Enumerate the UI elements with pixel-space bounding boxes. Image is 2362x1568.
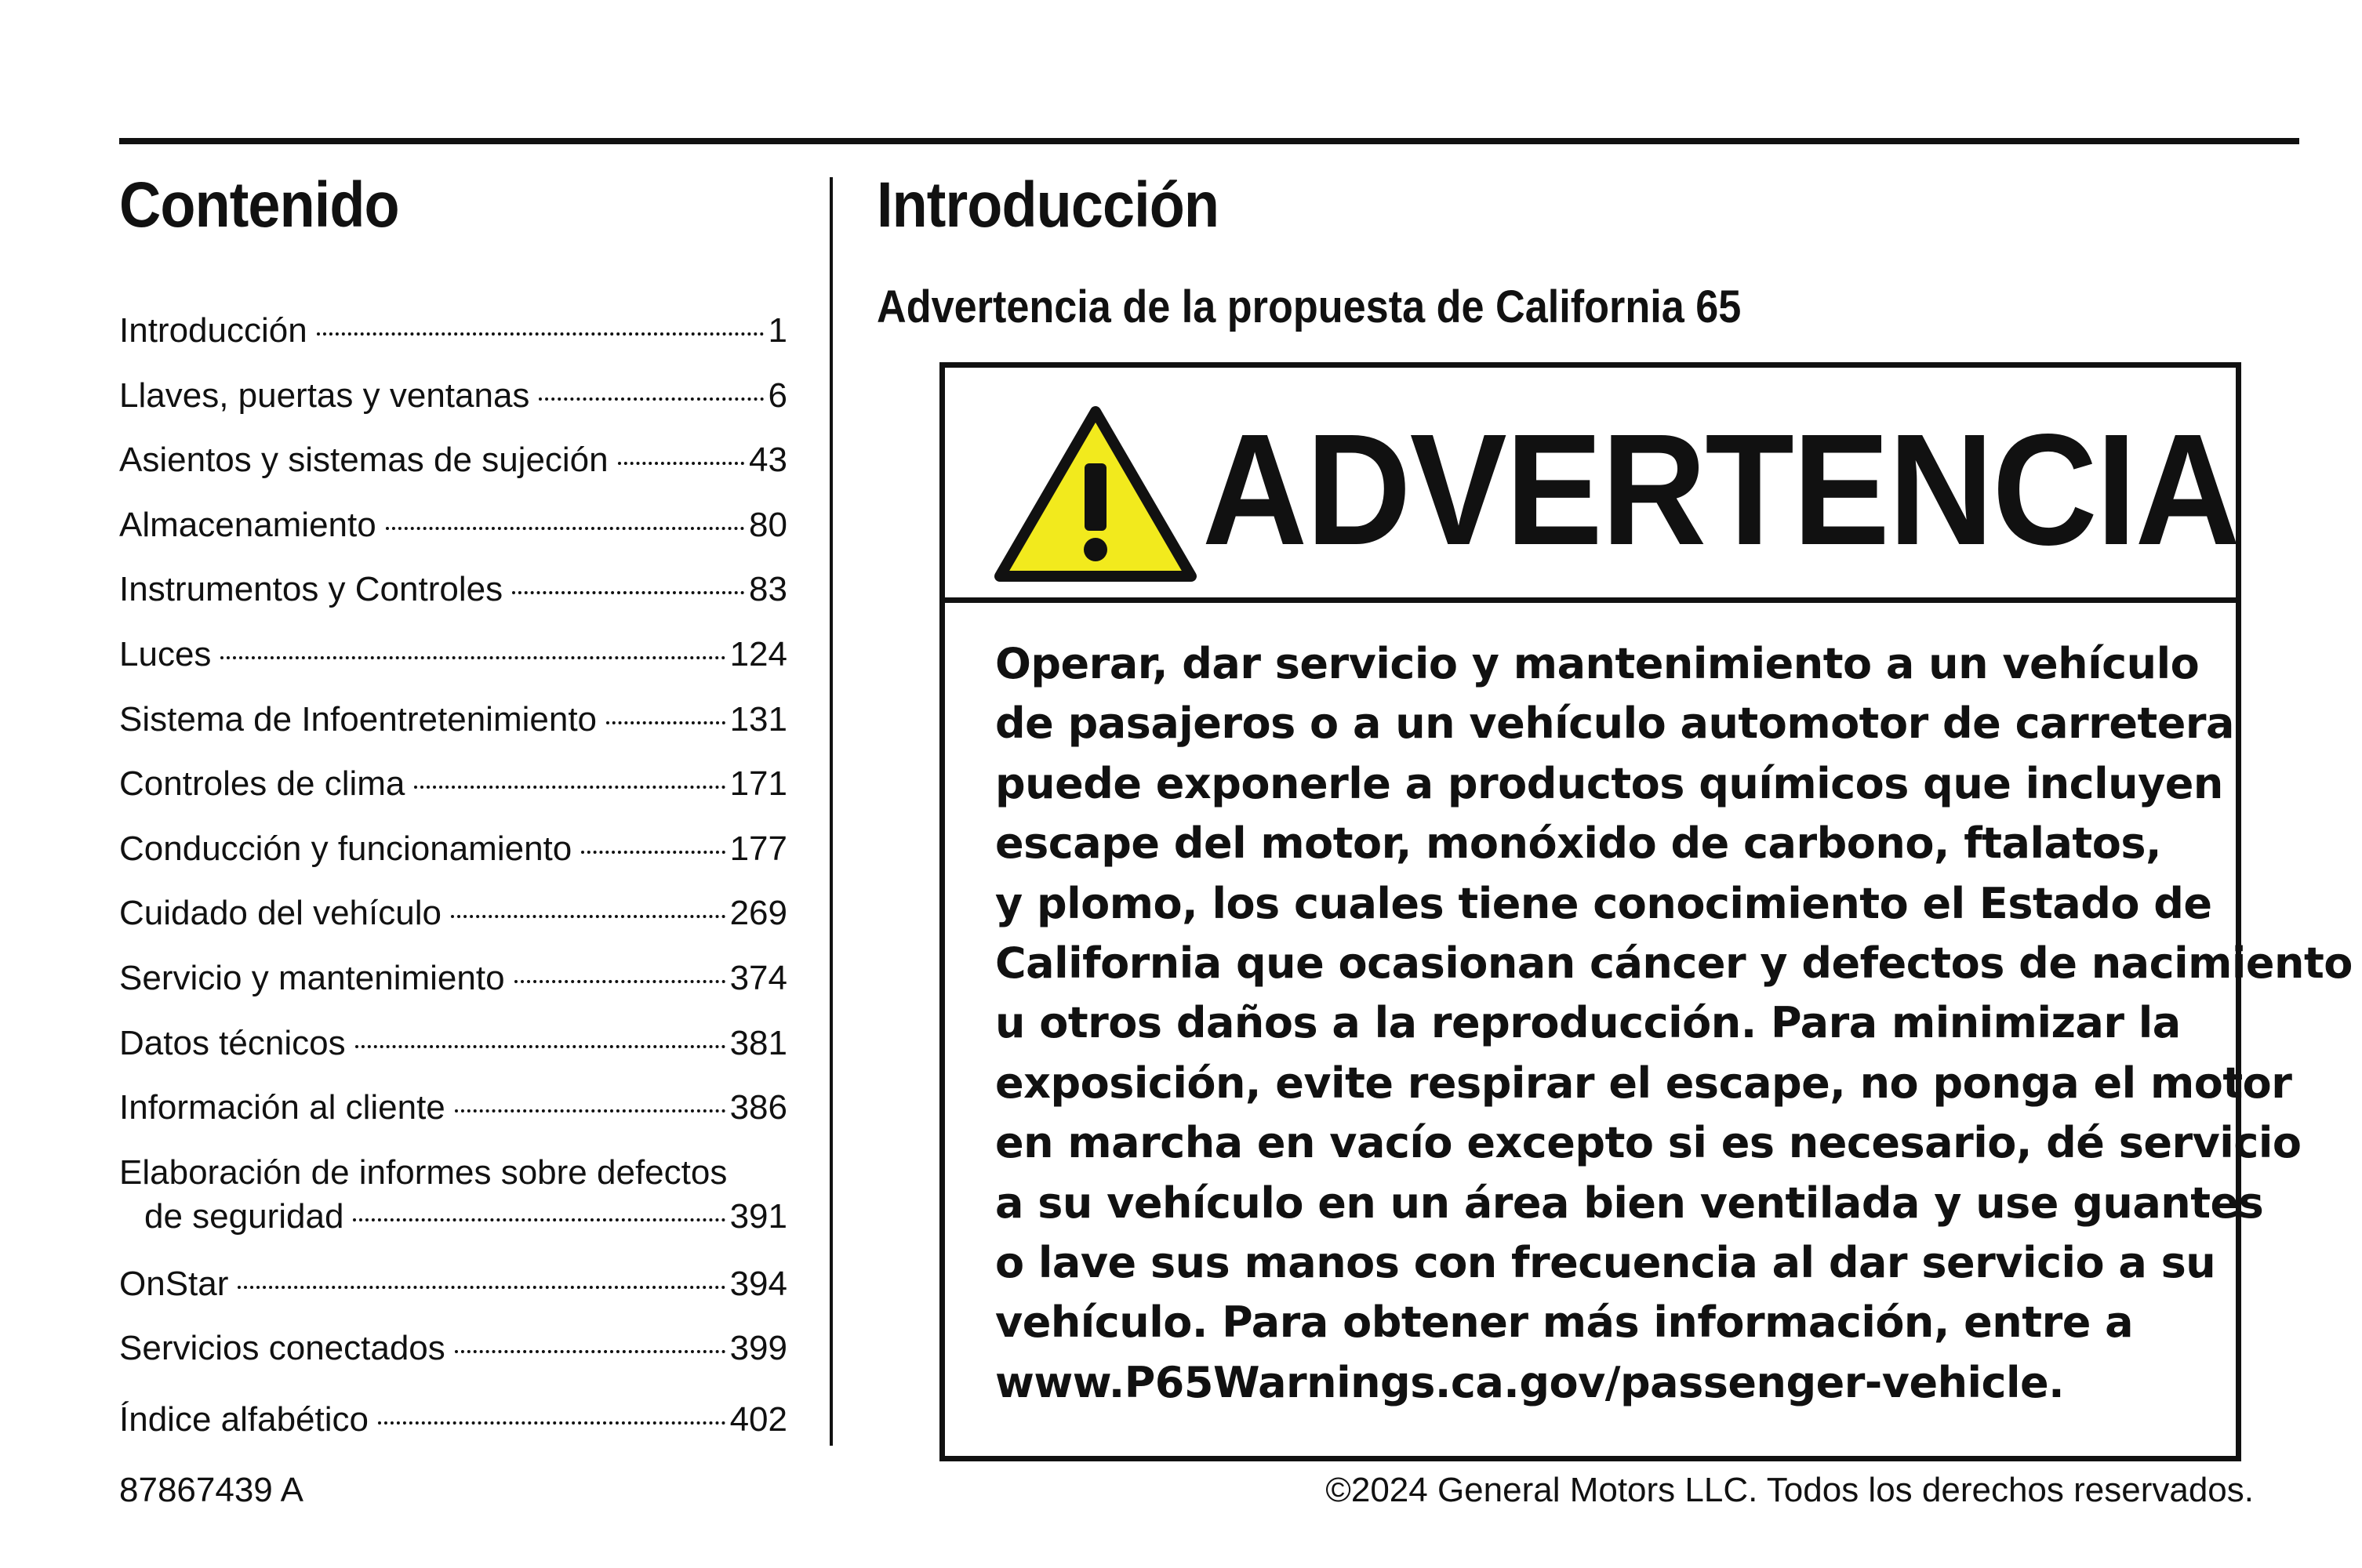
contents-heading: Contenido: [119, 169, 399, 241]
toc-entry-title: Información al cliente: [119, 1088, 445, 1127]
toc-entry-title: Datos técnicos: [119, 1023, 346, 1062]
toc-entry-page: 374: [729, 958, 787, 997]
toc-entry[interactable]: [119, 503, 787, 568]
toc-entry-page: 177: [729, 829, 787, 868]
toc-entry-title: Asientos y sistemas de sujeción: [119, 441, 609, 480]
warning-text: [995, 634, 2353, 1413]
toc-entry-page: 394: [729, 1264, 787, 1303]
toc-entry-title: Instrumentos y Controles: [119, 570, 503, 609]
toc-entry-page: 131: [729, 699, 787, 739]
toc-entry-title-continued: de seguridad: [144, 1196, 344, 1236]
warning-box: [939, 362, 2353, 1461]
toc-entry-page: 43: [749, 441, 787, 480]
toc-entry-title: Controles de clima: [119, 764, 405, 804]
toc-entry-continuation: [119, 1195, 787, 1239]
toc-entry-page: 402: [729, 1399, 787, 1439]
toc-leader: [355, 1045, 725, 1048]
copyright-notice: ©2024 General Motors LLC. Todos los derechos reservados.: [1325, 1471, 2254, 1509]
toc-leader: [512, 591, 744, 594]
toc-leader: [514, 980, 725, 983]
warning-line: de pasajeros o a un vehículo automotor de carretera: [995, 699, 2234, 749]
toc-entry-title: Almacenamiento: [119, 505, 376, 544]
toc-entry[interactable]: [119, 438, 787, 503]
toc-entry[interactable]: [119, 956, 787, 1022]
toc-entry[interactable]: [119, 827, 787, 892]
toc-leader: [386, 527, 744, 530]
toc-leader: [455, 1109, 725, 1112]
toc-leader: [606, 721, 725, 724]
prop65-subheading: Advertencia de la propuesta de California 65: [877, 281, 1742, 332]
warning-line: California que ocasionan cáncer y defectos de nacimiento: [995, 938, 2353, 989]
toc-entry-page: 386: [729, 1088, 787, 1127]
toc-entry-title: Índice alfabético: [119, 1399, 369, 1439]
warning-header: [945, 368, 2240, 603]
toc-entry-page: 399: [729, 1329, 787, 1368]
part-number: 87867439 A: [119, 1471, 303, 1509]
toc-leader: [238, 1286, 725, 1289]
toc-entry-title: Introducción: [119, 311, 307, 350]
warning-line: escape del motor, monóxido de carbono, ftalatos,: [995, 818, 2161, 869]
toc-entry-title: Llaves, puertas y ventanas: [119, 376, 530, 415]
warning-triangle-icon: [992, 404, 1199, 586]
toc-entry[interactable]: [119, 633, 787, 698]
toc-leader: [455, 1350, 725, 1353]
toc-entry[interactable]: [119, 698, 787, 763]
toc-entry[interactable]: [119, 309, 787, 374]
toc-leader: [220, 656, 725, 659]
warning-line: u otros daños a la reproducción. Para minimizar la: [995, 998, 2181, 1048]
warning-url-line[interactable]: www.P65Warnings.ca.gov/passenger-vehicle.: [995, 1357, 2065, 1407]
warning-line: vehículo. Para obtener más información, entre a: [995, 1298, 2134, 1348]
toc-entry-title: OnStar: [119, 1264, 229, 1303]
warning-line: puede exponerle a productos químicos que incluyen: [995, 758, 2223, 808]
toc-entry-page: 80: [749, 505, 787, 544]
top-rule: [119, 138, 2299, 144]
toc-leader: [539, 397, 763, 401]
warning-line: en marcha en vacío excepto si es necesario, dé servicio: [995, 1118, 2302, 1168]
toc-entry-page: 1: [768, 311, 787, 350]
introduction-heading: Introducción: [877, 169, 1219, 241]
toc-entry[interactable]: [119, 568, 787, 633]
toc-leader: [317, 332, 764, 336]
toc-entry-page: 391: [729, 1196, 787, 1236]
toc-entry-page: 83: [749, 570, 787, 609]
toc-entry-title: Elaboración de informes sobre defectos: [119, 1152, 728, 1192]
warning-line: Operar, dar servicio y mantenimiento a un vehículo: [995, 639, 2200, 688]
toc-entry-page: 6: [768, 376, 787, 415]
warning-line: y plomo, los cuales tiene conocimiento el Estado de: [995, 878, 2212, 928]
toc-entry-title: Conducción y funcionamiento: [119, 829, 572, 868]
exclamation-bar: [1085, 463, 1107, 531]
toc-leader: [353, 1218, 725, 1221]
toc-entry[interactable]: [119, 1398, 787, 1463]
column-divider: [830, 177, 833, 1446]
toc-entry-title: Luces: [119, 634, 212, 673]
warning-line: a su vehículo en un área bien ventilada y use guantes: [995, 1178, 2264, 1228]
toc-entry[interactable]: [119, 762, 787, 827]
toc-leader: [451, 915, 725, 918]
exclamation-dot: [1084, 538, 1107, 561]
toc-entry[interactable]: [119, 1151, 787, 1262]
toc-entry-title: Cuidado del vehículo: [119, 894, 442, 933]
toc-entry-page: 171: [729, 764, 787, 804]
warning-line: o lave sus manos con frecuencia al dar servicio a su: [995, 1238, 2216, 1288]
toc-entry-page: 124: [729, 634, 787, 673]
toc-leader: [414, 786, 725, 789]
toc-entry-page: 381: [729, 1023, 787, 1062]
toc-entry-page: 269: [729, 894, 787, 933]
toc-entry[interactable]: [119, 891, 787, 956]
table-of-contents: [119, 309, 787, 1463]
toc-entry-title: Servicio y mantenimiento: [119, 958, 505, 997]
toc-entry[interactable]: [119, 1086, 787, 1151]
toc-entry-title: Sistema de Infoentretenimiento: [119, 699, 598, 739]
warning-line: exposición, evite respirar el escape, no ponga el motor: [995, 1058, 2292, 1108]
toc-leader: [378, 1421, 725, 1425]
toc-leader: [618, 462, 744, 465]
toc-entry[interactable]: [119, 374, 787, 439]
toc-entry[interactable]: [119, 1022, 787, 1087]
toc-entry[interactable]: [119, 1262, 787, 1327]
warning-title: ADVERTENCIA: [1202, 401, 2240, 578]
toc-entry[interactable]: [119, 1327, 787, 1392]
toc-entry-title: Servicios conectados: [119, 1329, 445, 1368]
toc-leader: [581, 851, 725, 854]
